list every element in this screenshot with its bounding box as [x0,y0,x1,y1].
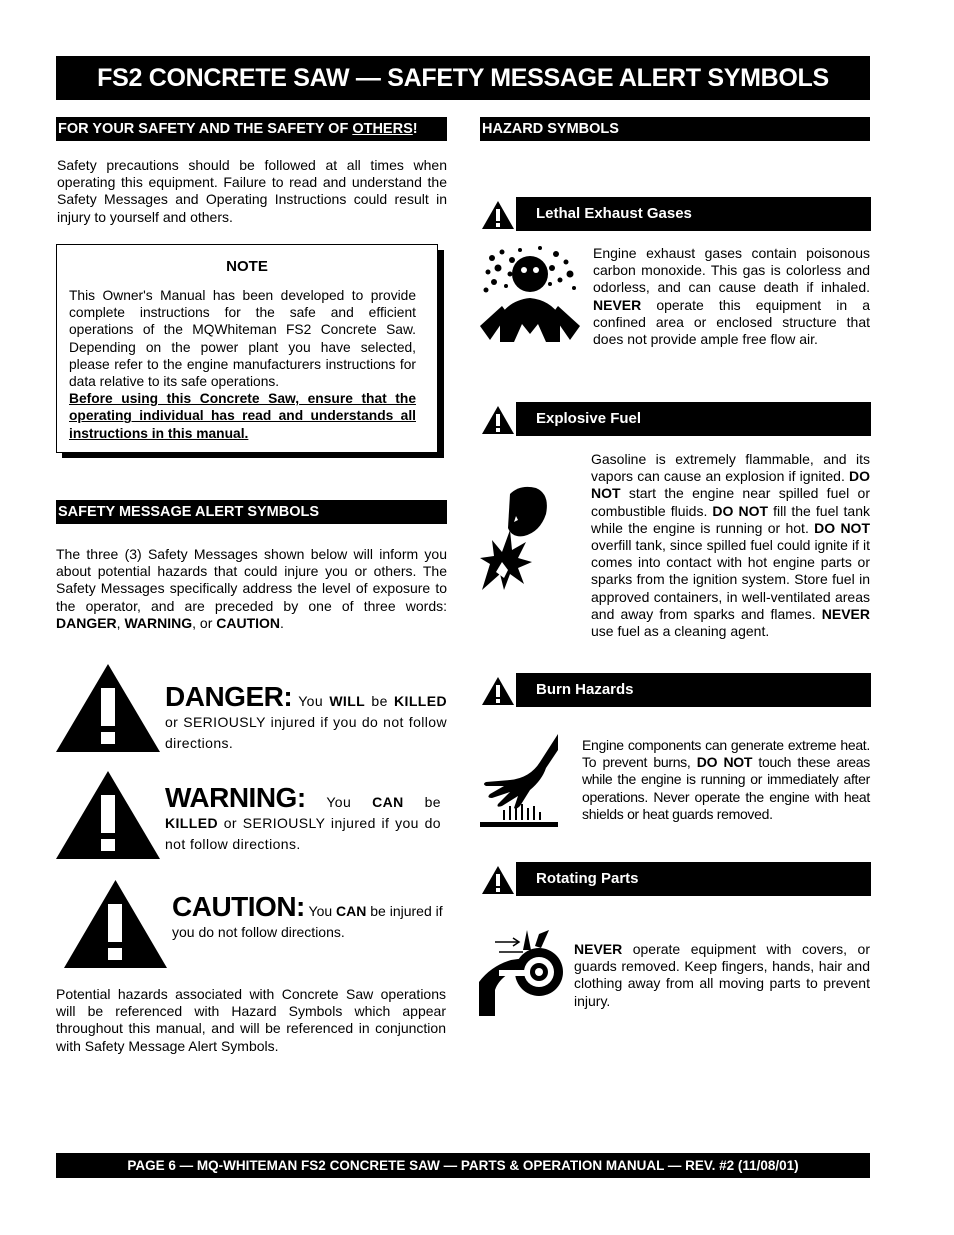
alert-triangle-icon [480,402,516,436]
fuel-text-1: Gasoline is extremely flammable, and its vapors can cause an explosion if ignited. [591,451,870,485]
burn-do-not: DO NOT [696,754,753,771]
exhaust-text-2: operate this equipment in a confined area or enclosed structure that does not provide ample free flow air. [593,296,870,348]
warning-label: WARNING: [165,782,306,813]
danger-text-3: or SERIOUSLY injured if you do not follow directions. [165,714,447,751]
rotating-text [574,941,870,1010]
warning-can: CAN [372,794,404,810]
caution-message [172,891,448,943]
warning-text-2: be [403,794,441,810]
note-box [56,244,438,453]
fuel-text-5: use fuel as a cleaning agent. [591,623,770,640]
sma-paragraph [56,546,447,632]
fuel-text [591,451,870,640]
rotating-label: Rotating Parts [536,870,639,887]
danger-text-1: You [298,693,330,709]
fuel-never: NEVER [821,605,870,622]
exhaust-text [593,245,870,348]
sma-comma-2: , or [192,614,217,631]
fuel-do-not-2: DO NOT [712,502,769,519]
sma-period: . [280,614,284,631]
rotating-parts-icon [479,926,565,1016]
hazard-symbols-heading: HAZARD SYMBOLS [480,117,870,141]
sma-text: The three (3) Safety Messages shown below will inform you about potential hazards that could injure you or others. The Safety Messages specifically address the level of exposure to the operator, and are preceded by one of three words: [56,546,447,614]
alert-triangle-icon [480,197,516,231]
potential-hazards-paragraph: Potential hazards associated with Concrete Saw operations will be referenced with Hazard Symbols which appear throughout this manual, and will be referenced in conjunction with Safety Message Alert Symbols. [56,986,446,1054]
exhaust-gas-icon [480,244,580,342]
warning-alert-triangle-icon [56,771,160,859]
sma-caution-word: CAUTION [216,614,281,631]
note-body [69,287,416,442]
warning-message [165,782,441,855]
caution-text-1: You [308,903,337,919]
caution-text-2: be injured if you do not follow directions. [172,903,443,940]
burn-text-2: touch these areas while the engine is running or immediately after operations. Never operate the engine with heat shields or heat guards removed. [582,754,870,822]
exhaust-hazard-bar [480,197,871,231]
alert-triangle-icon [480,862,516,896]
exhaust-label: Lethal Exhaust Gases [536,205,692,222]
warning-text-3: or SERIOUSLY injured if you do not follow directions. [165,815,441,852]
sma-heading: SAFETY MESSAGE ALERT SYMBOLS [56,500,447,524]
note-title: NOTE [226,258,268,275]
caution-alert-triangle-icon [64,880,167,968]
rotating-never: NEVER [574,941,623,957]
safety-heading-post: ! [412,121,418,137]
note-bold: Before using this Concrete Saw, ensure that the operating individual has read and understands all instructions in this manual. [69,391,416,441]
danger-alert-triangle-icon [56,664,160,752]
danger-label: DANGER: [165,681,293,712]
safety-heading-others: OTHERS [352,121,413,137]
sma-warning-word: WARNING [124,614,193,631]
note-text: This Owner's Manual has been developed to provide complete instructions for the safe and efficient operations of the MQWhiteman FS2 Concrete Saw. Depending on the power plant you have selected, please refer to the engine manufacturers instructions for data relative to its safe operations. [69,288,416,390]
warning-text-1: You [326,794,373,810]
caution-can: CAN [336,903,367,919]
fuel-text-2: start the engine near spilled fuel or combustible fluids. [591,485,870,519]
burn-hazard-icon [480,734,558,828]
sma-comma-1: , [116,614,125,631]
page-footer: PAGE 6 — MQ-WHITEMAN FS2 CONCRETE SAW — PARTS & OPERATION MANUAL — REV. #2 (11/08/01) [56,1153,870,1178]
fuel-text-4: overfill tank, since spilled fuel could ignite if it comes into contact with hot engine parts or sparks from the ignition system. Store fuel in approved containers, in well-ventilated areas and away from sparks and flames. [591,537,870,622]
danger-text-2: be [365,693,395,709]
exhaust-text-1: Engine exhaust gases contain poisonous carbon monoxide. This gas is colorless and odorless, and can cause death if inhaled. [593,245,870,296]
fuel-do-not-3: DO NOT [814,519,870,536]
safety-heading-pre: FOR YOUR SAFETY AND THE SAFETY OF [58,121,353,137]
rotating-text-1: operate equipment with covers, or guards removed. Keep fingers, hands, hair and clothing away from all moving parts to prevent injury. [574,941,870,1009]
fuel-label: Explosive Fuel [536,410,642,427]
burn-hazard-bar [480,673,871,707]
fuel-text-3: fill the fuel tank while the engine is running or hot. [591,502,870,536]
burn-text-1: Engine components can generate extreme heat. To prevent burns, [582,737,870,771]
exhaust-never: NEVER [593,296,642,313]
danger-message [165,681,447,754]
sma-danger-word: DANGER [56,614,117,631]
danger-will: WILL [329,693,366,709]
burn-text [582,737,870,823]
explosive-fuel-icon [480,484,550,590]
safety-paragraph: Safety precautions should be followed at all times when operating this equipment. Failure to read and understand the Safety Messages and Operating Instructions could result in injury to yourself and others. [57,157,447,225]
warning-killed: KILLED [165,815,218,831]
safety-heading [56,117,447,141]
page-title: FS2 CONCRETE SAW — SAFETY MESSAGE ALERT SYMBOLS [56,56,870,100]
burn-label: Burn Hazards [536,681,634,698]
danger-killed: KILLED [394,693,447,709]
caution-label: CAUTION: [172,891,305,922]
fuel-do-not-1: DO NOT [591,468,870,502]
alert-triangle-icon [480,673,516,707]
fuel-hazard-bar [480,402,871,436]
rotating-hazard-bar [480,862,871,896]
